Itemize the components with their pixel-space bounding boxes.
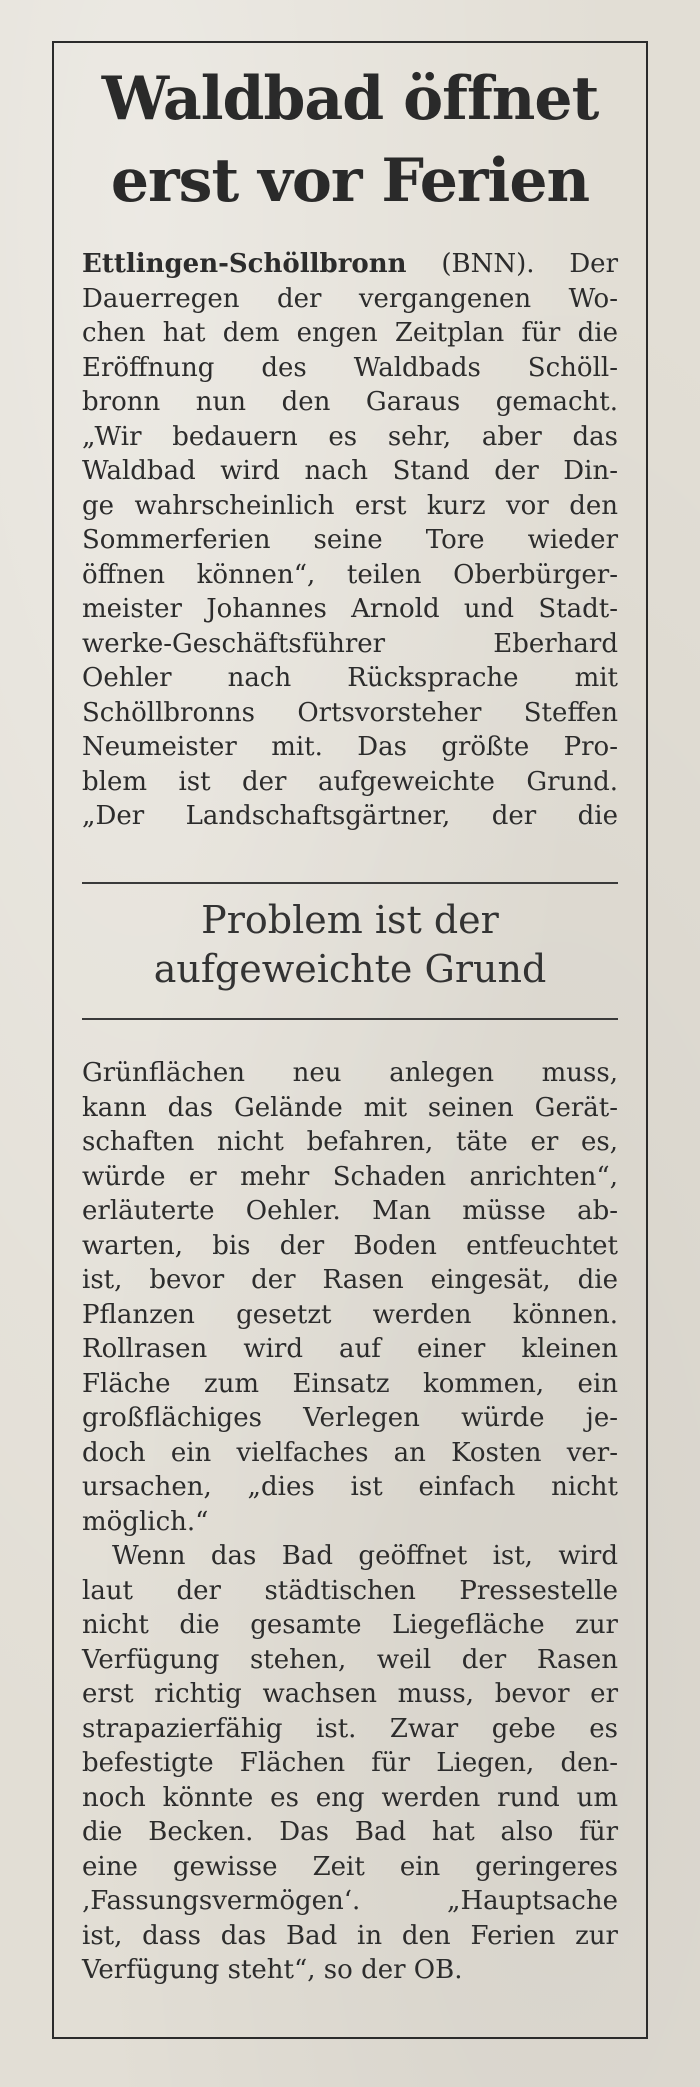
headline: [52, 58, 648, 222]
body-line: Rollrasen wird auf einer kleinen: [82, 1334, 618, 1364]
body-line: Schöllbronns Ortsvorsteher Steffen: [82, 697, 618, 728]
body-line: ‚Fassungsvermögen‘. „Hauptsache: [82, 1886, 618, 1916]
body-line: ist, bevor der Rasen eingesät, die: [82, 1265, 618, 1295]
body-line: erläuterte Oehler. Man müsse ab-: [82, 1196, 618, 1226]
body-line: Pflanzen gesetzt werden können.: [82, 1299, 618, 1330]
dateline: Ettlingen-Schöllbronn: [82, 249, 407, 279]
body-line: befestigte Flächen für Liegen, den-: [82, 1748, 618, 1778]
body-line: Verfügung stehen, weil der Rasen: [82, 1644, 618, 1675]
first-line-rest: Der: [534, 249, 618, 279]
body-line: strapazierfähig ist. Zwar gebe es: [82, 1713, 618, 1744]
agency: (BNN).: [441, 249, 535, 279]
subheading-rule-bottom: [82, 1018, 618, 1020]
body-line: kann das Gelände mit seinen Gerät-: [82, 1092, 618, 1123]
body-line: warten, bis der Boden entfeuchtet: [82, 1230, 618, 1261]
body-line: „Der Landschaftsgärtner, der die: [82, 801, 618, 831]
subheading-line-1: Problem ist der: [201, 898, 499, 942]
article-body-part-2: [82, 1056, 618, 1988]
body-line: schaften nicht befahren, täte er es,: [82, 1127, 618, 1157]
body-line: chen hat dem engen Zeitplan für die: [82, 318, 618, 348]
body-line: laut der städtischen Pressestelle: [82, 1575, 618, 1606]
body-line: [82, 247, 618, 282]
article-body-part-1: [82, 247, 618, 834]
body-line: Eröffnung des Waldbads Schöll-: [82, 352, 618, 383]
body-line: Neumeister mit. Das größte Pro-: [82, 732, 618, 762]
body-line: „Wir bedauern es sehr, aber das: [82, 421, 618, 452]
body-line: bronn nun den Garaus gemacht.: [82, 387, 618, 417]
headline-line-1: Waldbad öffnet: [101, 64, 599, 134]
body-line: ursachen, „dies ist einfach nicht: [82, 1472, 618, 1502]
body-line: werke-Geschäftsführer Eberhard: [82, 628, 618, 659]
headline-line-2: erst vor Ferien: [110, 146, 590, 216]
body-line: würde er mehr Schaden anrichten“,: [82, 1161, 618, 1192]
body-line: erst richtig wachsen muss, bevor er: [82, 1679, 618, 1709]
body-line: Sommerferien seine Tore wieder: [82, 525, 618, 555]
body-line: ge wahrscheinlich erst kurz vor den: [82, 490, 618, 521]
body-line: Verfügung steht“, so der OB.: [82, 1955, 463, 1985]
body-line: noch könnte es eng werden rund um: [82, 1782, 618, 1813]
subheading: [82, 896, 618, 994]
body-line: Dauerregen der vergangenen Wo-: [82, 283, 618, 314]
body-line: großflächiges Verlegen würde je-: [82, 1403, 618, 1433]
body-line: die Becken. Das Bad hat also für: [82, 1817, 618, 1847]
body-line: Oehler nach Rücksprache mit: [82, 663, 618, 693]
body-line: ist, dass das Bad in den Ferien zur: [82, 1920, 618, 1951]
body-line: doch ein vielfaches an Kosten ver-: [82, 1437, 618, 1468]
body-line: blem ist der aufgeweichte Grund.: [82, 766, 618, 797]
body-line: nicht die gesamte Liegefläche zur: [82, 1610, 618, 1640]
body-line: Wenn das Bad geöffnet ist, wird: [112, 1541, 618, 1571]
body-line: öffnen können“, teilen Oberbürger-: [82, 559, 618, 590]
body-line: möglich.“: [82, 1506, 209, 1537]
body-line: meister Johannes Arnold und Stadt-: [82, 594, 618, 624]
subheading-rule-top: [82, 882, 618, 884]
body-line: Waldbad wird nach Stand der Din-: [82, 456, 618, 486]
subheading-line-2: aufgeweichte Grund: [153, 947, 547, 991]
body-line: eine gewisse Zeit ein geringeres: [82, 1851, 618, 1882]
body-line: Grünflächen neu anlegen muss,: [82, 1058, 618, 1088]
body-line: Fläche zum Einsatz kommen, ein: [82, 1368, 618, 1399]
